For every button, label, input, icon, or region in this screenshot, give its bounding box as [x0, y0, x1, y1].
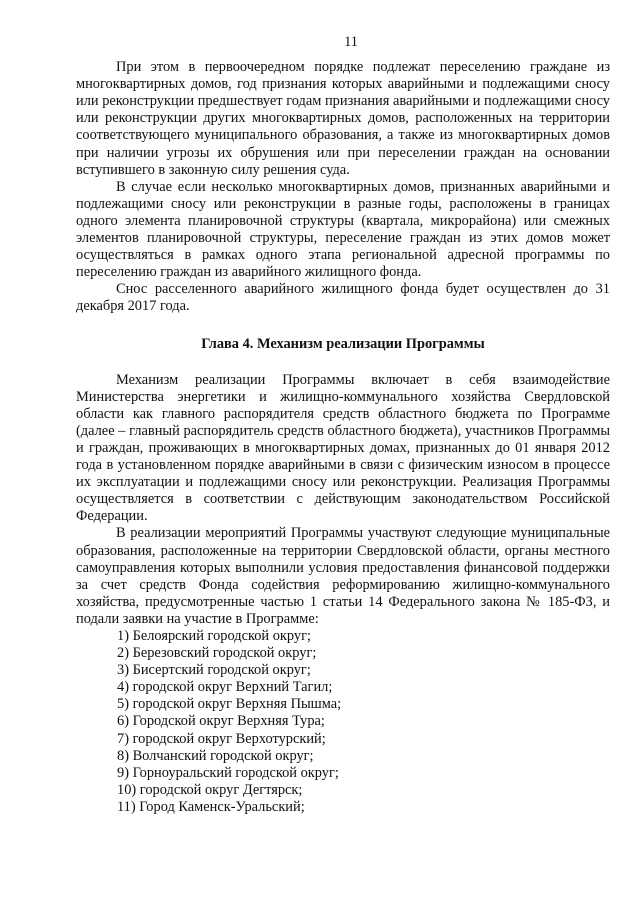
list-item: 9) Горноуральский городской округ;	[117, 764, 339, 781]
list-item: 4) городской округ Верхний Тагил;	[117, 679, 333, 696]
document-page	[76, 34, 610, 816]
chapter-title: Глава 4. Механизм реализации Программы	[201, 335, 485, 352]
paragraph-demolition-deadline: Снос расселенного аварийного жилищного фонда будет осуществлен до 31 декабря 2017 года.	[76, 281, 610, 315]
list-item: 2) Березовский городской округ;	[117, 645, 317, 662]
list-item: 11) Город Каменск-Уральский;	[117, 798, 305, 815]
list-item: 7) городской округ Верхотурский;	[117, 730, 326, 747]
list-item: 1) Белоярский городской округ;	[117, 628, 311, 644]
list-item: 5) городской округ Верхняя Пышма;	[117, 696, 342, 713]
paragraph-participants: В реализации мероприятий Программы участвуют следующие муниципальные образования, расположенные на территории Свердловской области, органы местного самоуправления которых выполнили условия предоставления финансовой поддержки за счет средств Фонда содействия реформированию жилищно-коммунального хозяйства, предусмотренные частью 1 статьи 14 Федерального закона № 185-ФЗ, и подали заявки на участие в Программе:	[76, 525, 610, 627]
municipalities-list	[76, 628, 610, 816]
list-item: 6) Городской округ Верхняя Тура;	[117, 713, 325, 730]
paragraph-mechanism: Механизм реализации Программы включает в себя взаимодействие Министерства энергетики и жилищно-коммунального хозяйства Свердловской области как главного распорядителя средств областного бюджета по Программе (далее – главный распорядитель средств областного бюджета), участников Программы и граждан, проживающих в многоквартирных домах, признанных до 01 января 2012 года в установленном порядке аварийными в связи с физическим износом в процессе их эксплуатации и подлежащими сносу или реконструкции. Реализация Программы осуществляется в соответствии с действующим законодательством Российской Федерации.	[76, 371, 610, 525]
paragraph-multiple-houses: В случае если несколько многоквартирных домов, признанных аварийными и подлежащими сносу или реконструкции в разные годы, расположены в границах одного элемента планировочной структуры (квартала, микрорайона) или смежных элементов планировочной структуры, переселение граждан из этих домов может осуществляться в рамках одного этапа региональной адресной программы по переселению граждан из аварийного жилищного фонда.	[76, 178, 610, 281]
list-item: 8) Волчанский городской округ;	[117, 747, 314, 764]
list-item: 3) Бисертский городской округ;	[117, 662, 311, 679]
paragraph-priority-resettlement: При этом в первоочередном порядке подлежат переселению граждане из многоквартирных домов, год признания которых аварийными и подлежащими сносу или реконструкции предшествует годам признания аварийными и подлежащими сносу или реконструкции других многоквартирных домов, расположенных на территории соответствующего муниципального образования, а также из многоквартирных домов при наличии угрозы их обрушения или при переселении граждан на основании вступившего в законную силу решения суда.	[76, 59, 610, 178]
page-number: 11	[344, 34, 358, 50]
list-item: 10) городской округ Дегтярск;	[117, 781, 303, 798]
